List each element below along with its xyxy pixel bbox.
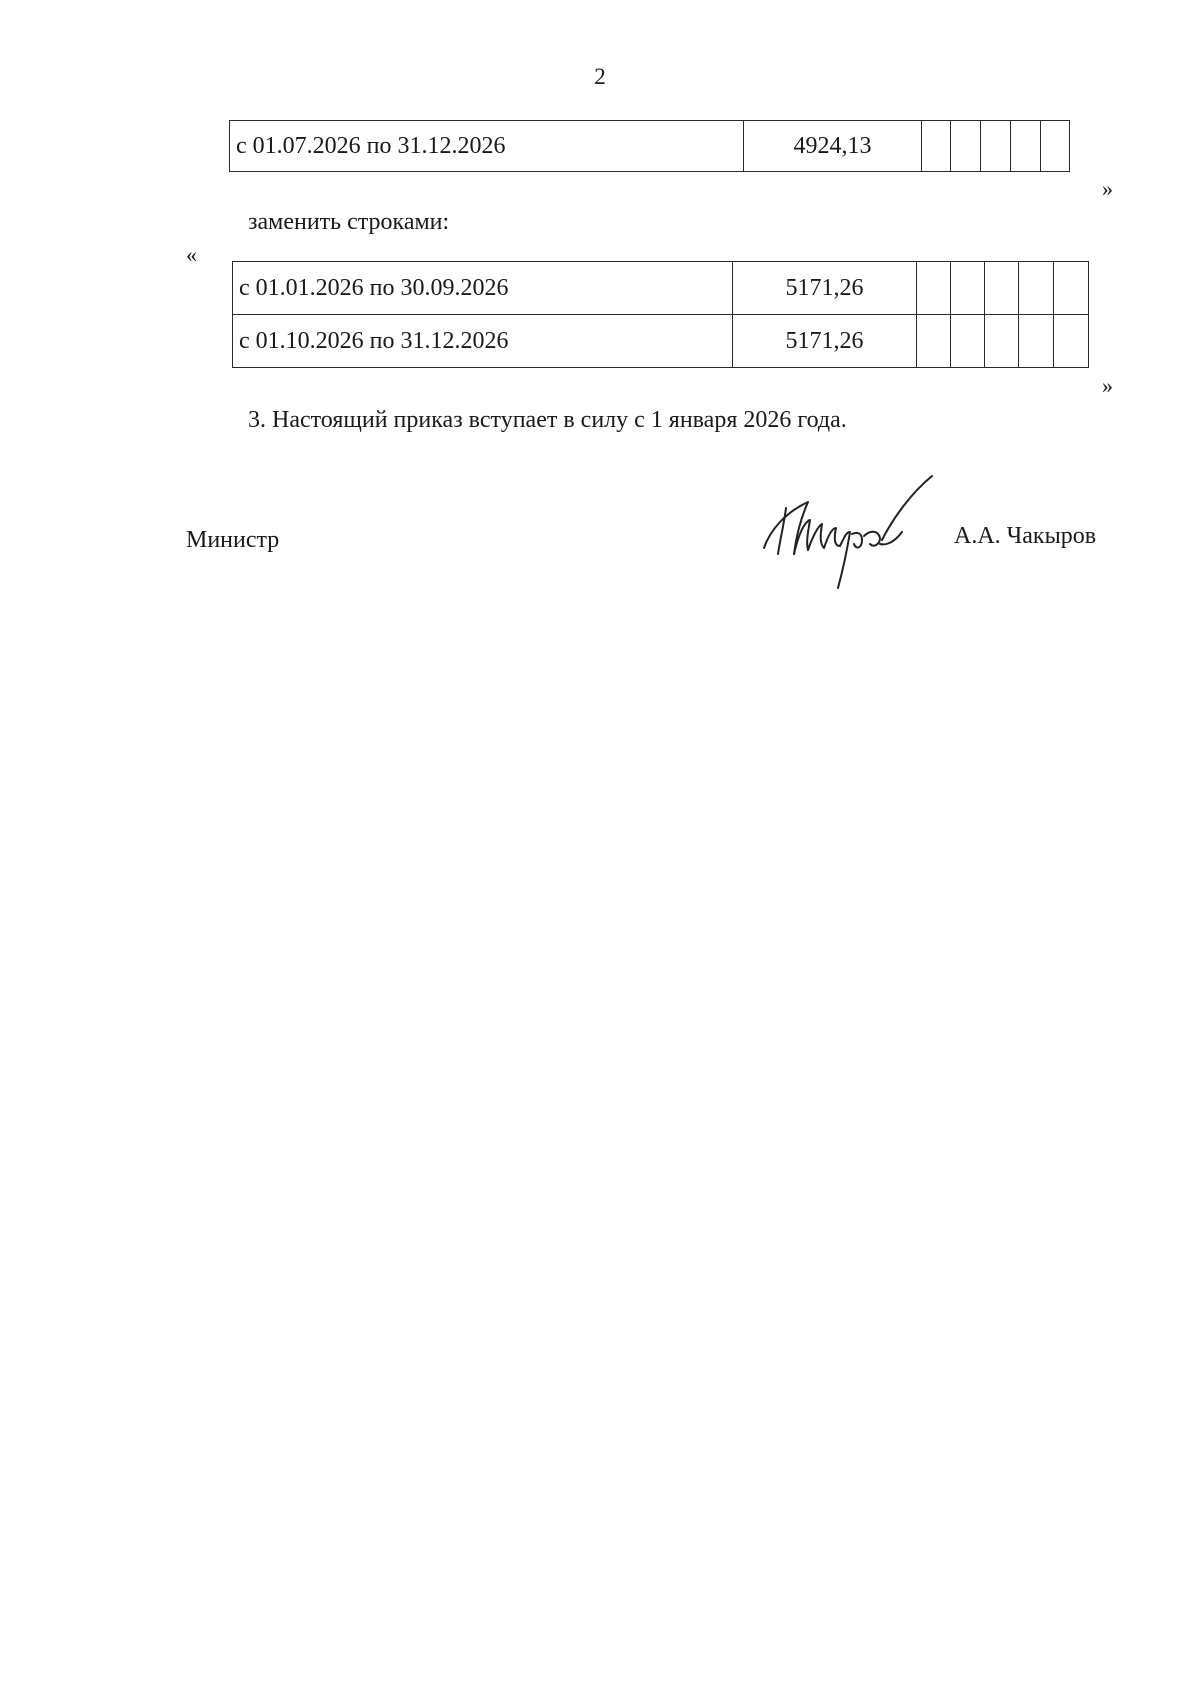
signatory-name: А.А. Чакыров [954, 523, 1097, 549]
empty-cell [951, 121, 981, 172]
signatory-position: Министр [186, 527, 280, 553]
page-number: 2 [594, 64, 606, 89]
value-cell: 5171,26 [733, 315, 917, 368]
empty-cell [981, 121, 1011, 172]
empty-cell [917, 262, 951, 315]
old-rows-table [229, 120, 1070, 172]
empty-cell [1054, 262, 1089, 315]
empty-cell [1041, 121, 1070, 172]
period-cell: с 01.01.2026 по 30.09.2026 [233, 262, 733, 315]
empty-cell [985, 315, 1019, 368]
closing-quote: » [1102, 176, 1113, 201]
clause-3: 3. Настоящий приказ вступает в силу с 1 января 2026 года. [248, 407, 847, 433]
replace-label: заменить строками: [248, 209, 450, 235]
table-row [230, 121, 1070, 172]
opening-quote: « [186, 242, 197, 267]
value-cell: 4924,13 [744, 121, 922, 172]
empty-cell [951, 315, 985, 368]
period-cell: с 01.10.2026 по 31.12.2026 [233, 315, 733, 368]
table-row [233, 315, 1089, 368]
new-rows-table [232, 261, 1089, 368]
signature-image [762, 474, 952, 594]
value-cell: 5171,26 [733, 262, 917, 315]
closing-quote: » [1102, 373, 1113, 398]
table-row [233, 262, 1089, 315]
empty-cell [1011, 121, 1041, 172]
period-cell: с 01.07.2026 по 31.12.2026 [230, 121, 744, 172]
empty-cell [917, 315, 951, 368]
empty-cell [1054, 315, 1089, 368]
empty-cell [1019, 262, 1054, 315]
empty-cell [1019, 315, 1054, 368]
empty-cell [951, 262, 985, 315]
empty-cell [922, 121, 951, 172]
empty-cell [985, 262, 1019, 315]
